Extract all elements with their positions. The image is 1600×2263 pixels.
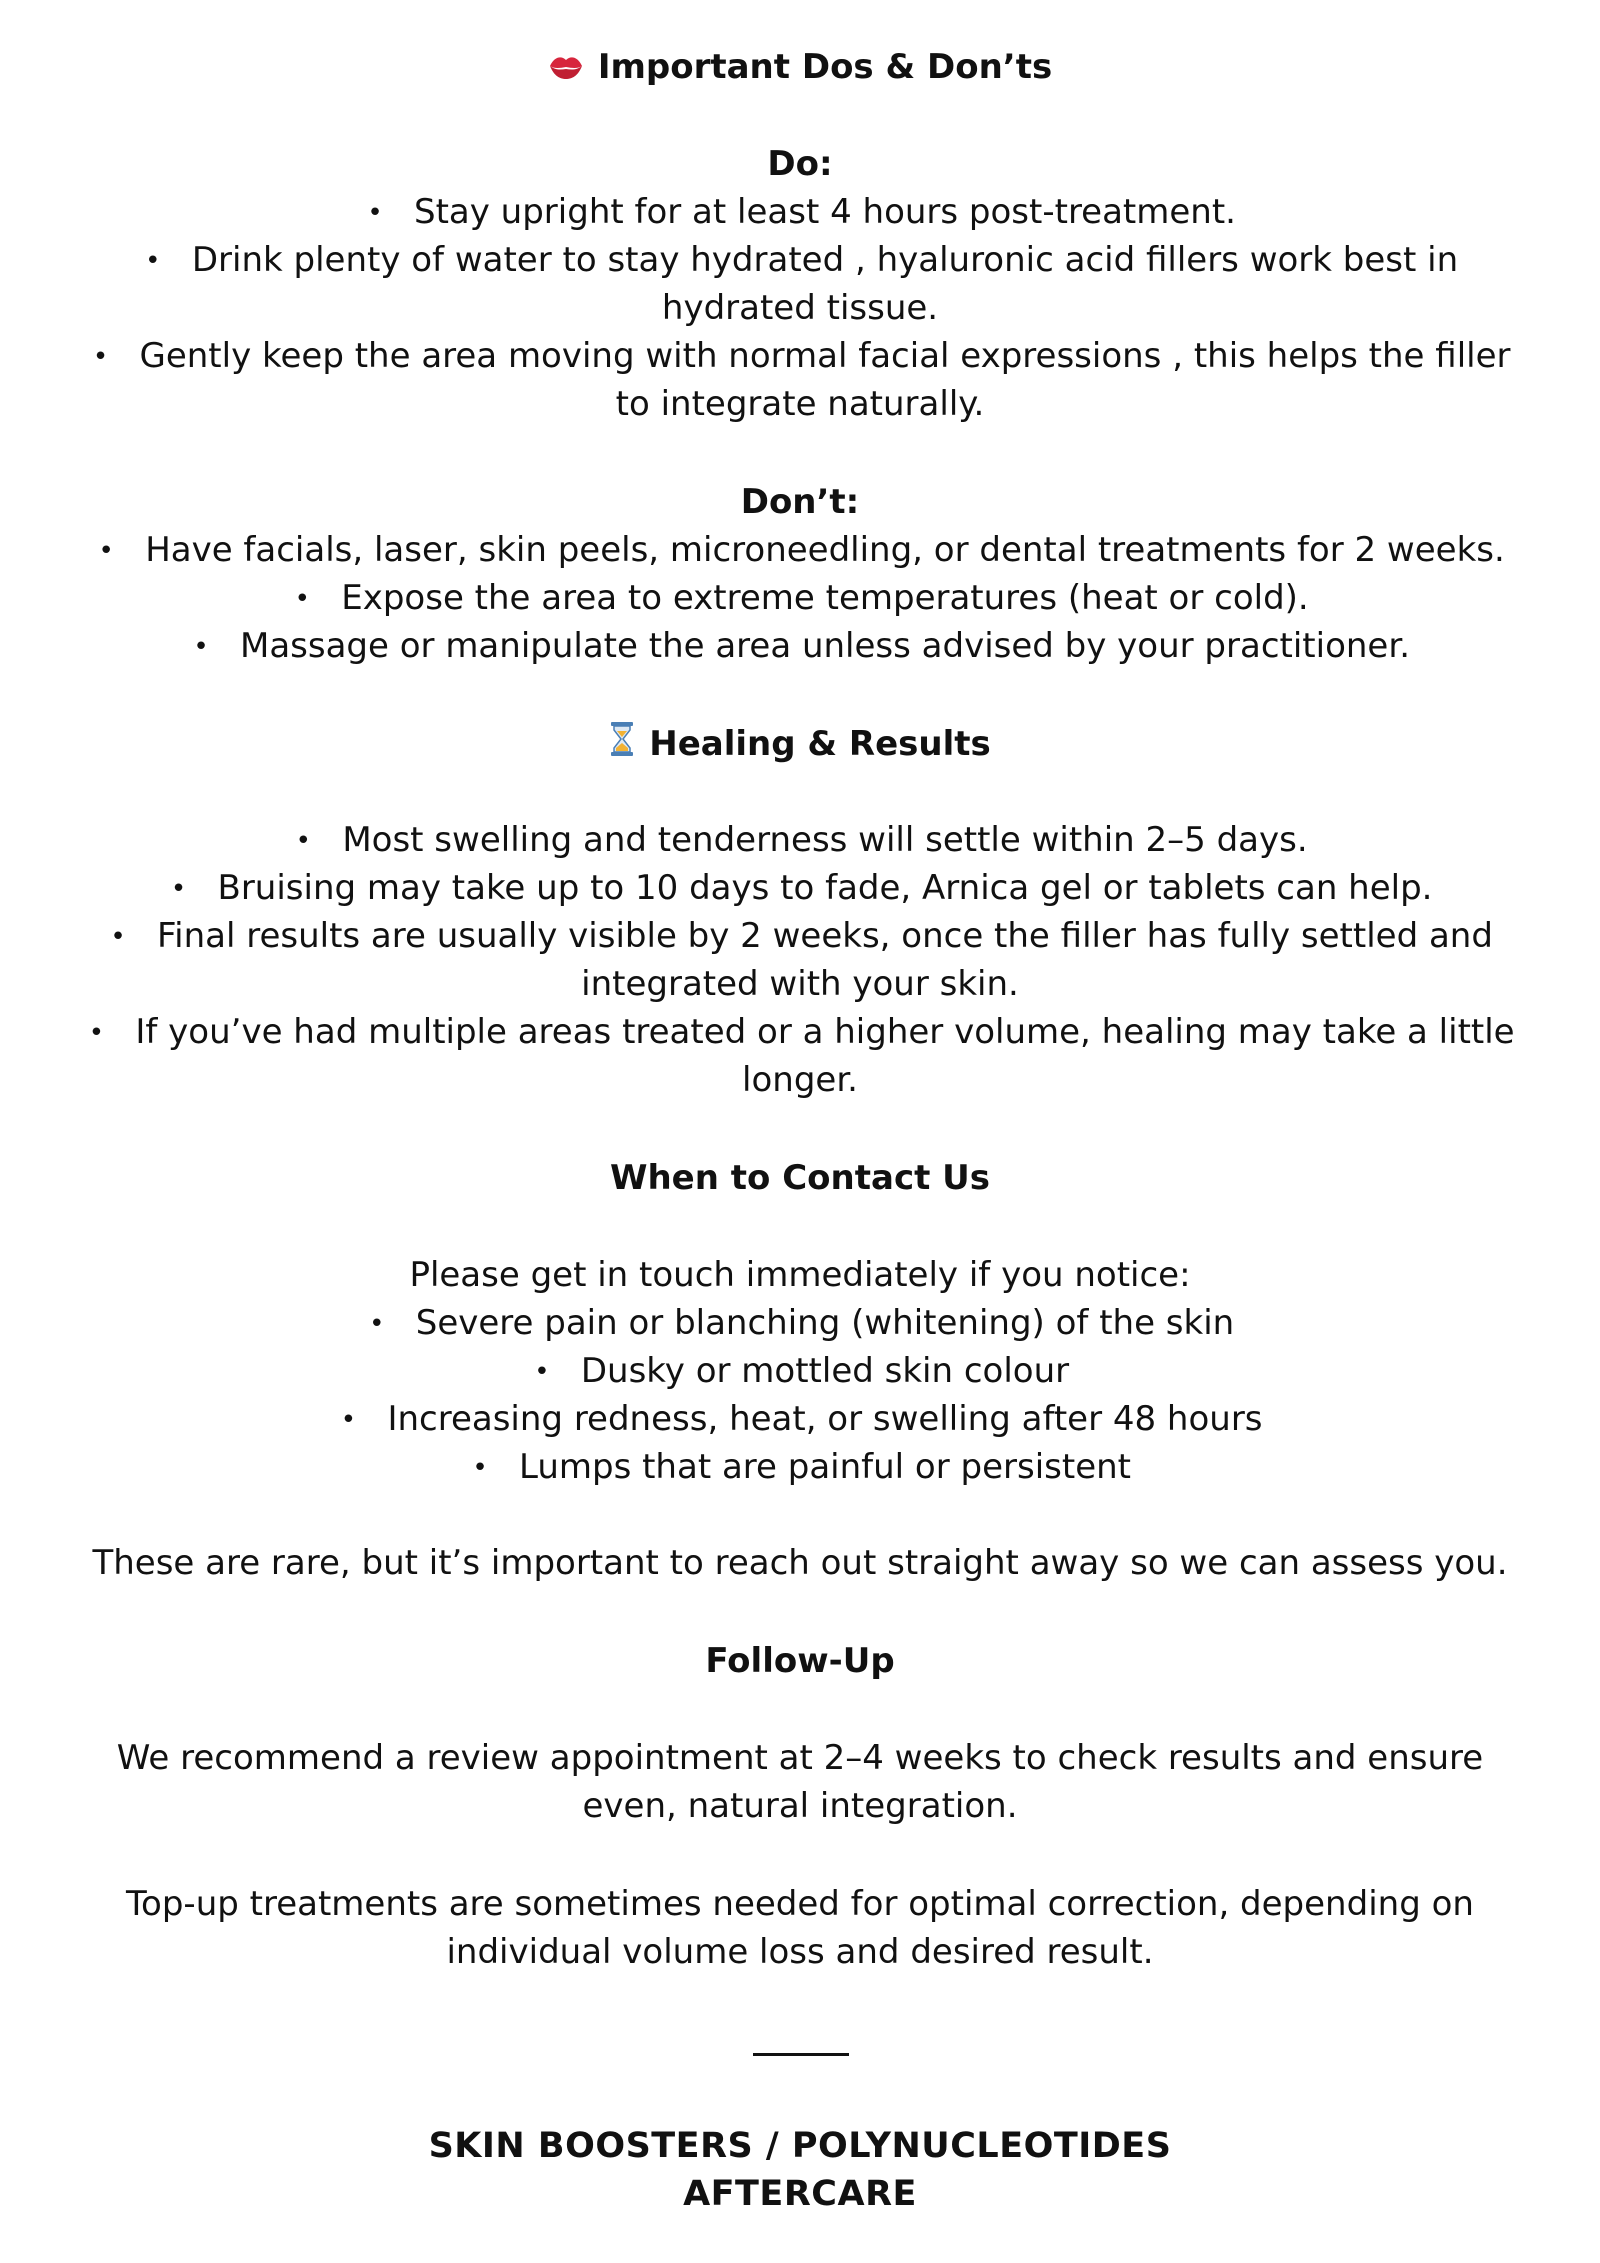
healing-item: • If you’ve had multiple areas treated or a higher volume, healing may take a little: [88, 1012, 1515, 1052]
dont-item: • Expose the area to extreme temperatures (heat or cold).: [294, 578, 1309, 618]
next-section-title: SKIN BOOSTERS / POLYNUCLEOTIDES: [428, 2126, 1172, 2166]
healing-item: • Final results are usually visible by 2 weeks, once the filler has fully settled and: [110, 916, 1493, 956]
contact-item: • Increasing redness, heat, or swelling after 48 hours: [340, 1399, 1263, 1439]
dont-item: • Massage or manipulate the area unless advised by your practitioner.: [193, 626, 1411, 666]
healing-heading: Healing & Results: [0, 720, 1600, 770]
follow-up-paragraph-1: even, natural integration.: [582, 1786, 1018, 1826]
contact-intro: Please get in touch immediately if you notice:: [409, 1255, 1191, 1295]
contact-item: • Severe pain or blanching (whitening) of the skin: [369, 1303, 1235, 1343]
next-section-title: AFTERCARE: [683, 2174, 917, 2214]
contact-item: • Lumps that are painful or persistent: [472, 1447, 1132, 1487]
follow-up-paragraph-2: individual volume loss and desired result.: [446, 1932, 1154, 1972]
lips-icon: [548, 45, 584, 93]
do-item: • Drink plenty of water to stay hydrated , hyaluronic acid fillers work best in: [145, 240, 1459, 280]
dos-donts-heading: Important Dos & Don’ts: [0, 43, 1600, 93]
do-item-continued: hydrated tissue.: [661, 288, 939, 328]
healing-item-continued: longer.: [742, 1060, 858, 1100]
do-label: Do:: [767, 144, 833, 184]
follow-up-paragraph-2: Top-up treatments are sometimes needed for optimal correction, depending on: [126, 1884, 1474, 1924]
contact-note: These are rare, but it’s important to reach out straight away so we can assess you.: [92, 1543, 1508, 1583]
follow-up-heading: Follow-Up: [705, 1641, 895, 1681]
follow-up-paragraph-1: We recommend a review appointment at 2–4 weeks to check results and ensure: [116, 1738, 1484, 1778]
contact-item: • Dusky or mottled skin colour: [534, 1351, 1070, 1391]
healing-item-continued: integrated with your skin.: [581, 964, 1019, 1004]
do-item: • Gently keep the area moving with normal facial expressions , this helps the filler: [92, 336, 1511, 376]
do-item: • Stay upright for at least 4 hours post-treatment.: [367, 192, 1236, 232]
healing-item: • Bruising may take up to 10 days to fade, Arnica gel or tablets can help.: [170, 868, 1433, 908]
dont-item: • Have facials, laser, skin peels, microneedling, or dental treatments for 2 weeks.: [98, 530, 1505, 570]
contact-heading: When to Contact Us: [609, 1158, 991, 1198]
hourglass-icon: [609, 721, 635, 770]
section-divider: [753, 2053, 849, 2056]
do-item-continued: to integrate naturally.: [615, 384, 985, 424]
dont-label: Don’t:: [740, 482, 860, 522]
healing-item: • Most swelling and tenderness will settle within 2–5 days.: [295, 820, 1308, 860]
